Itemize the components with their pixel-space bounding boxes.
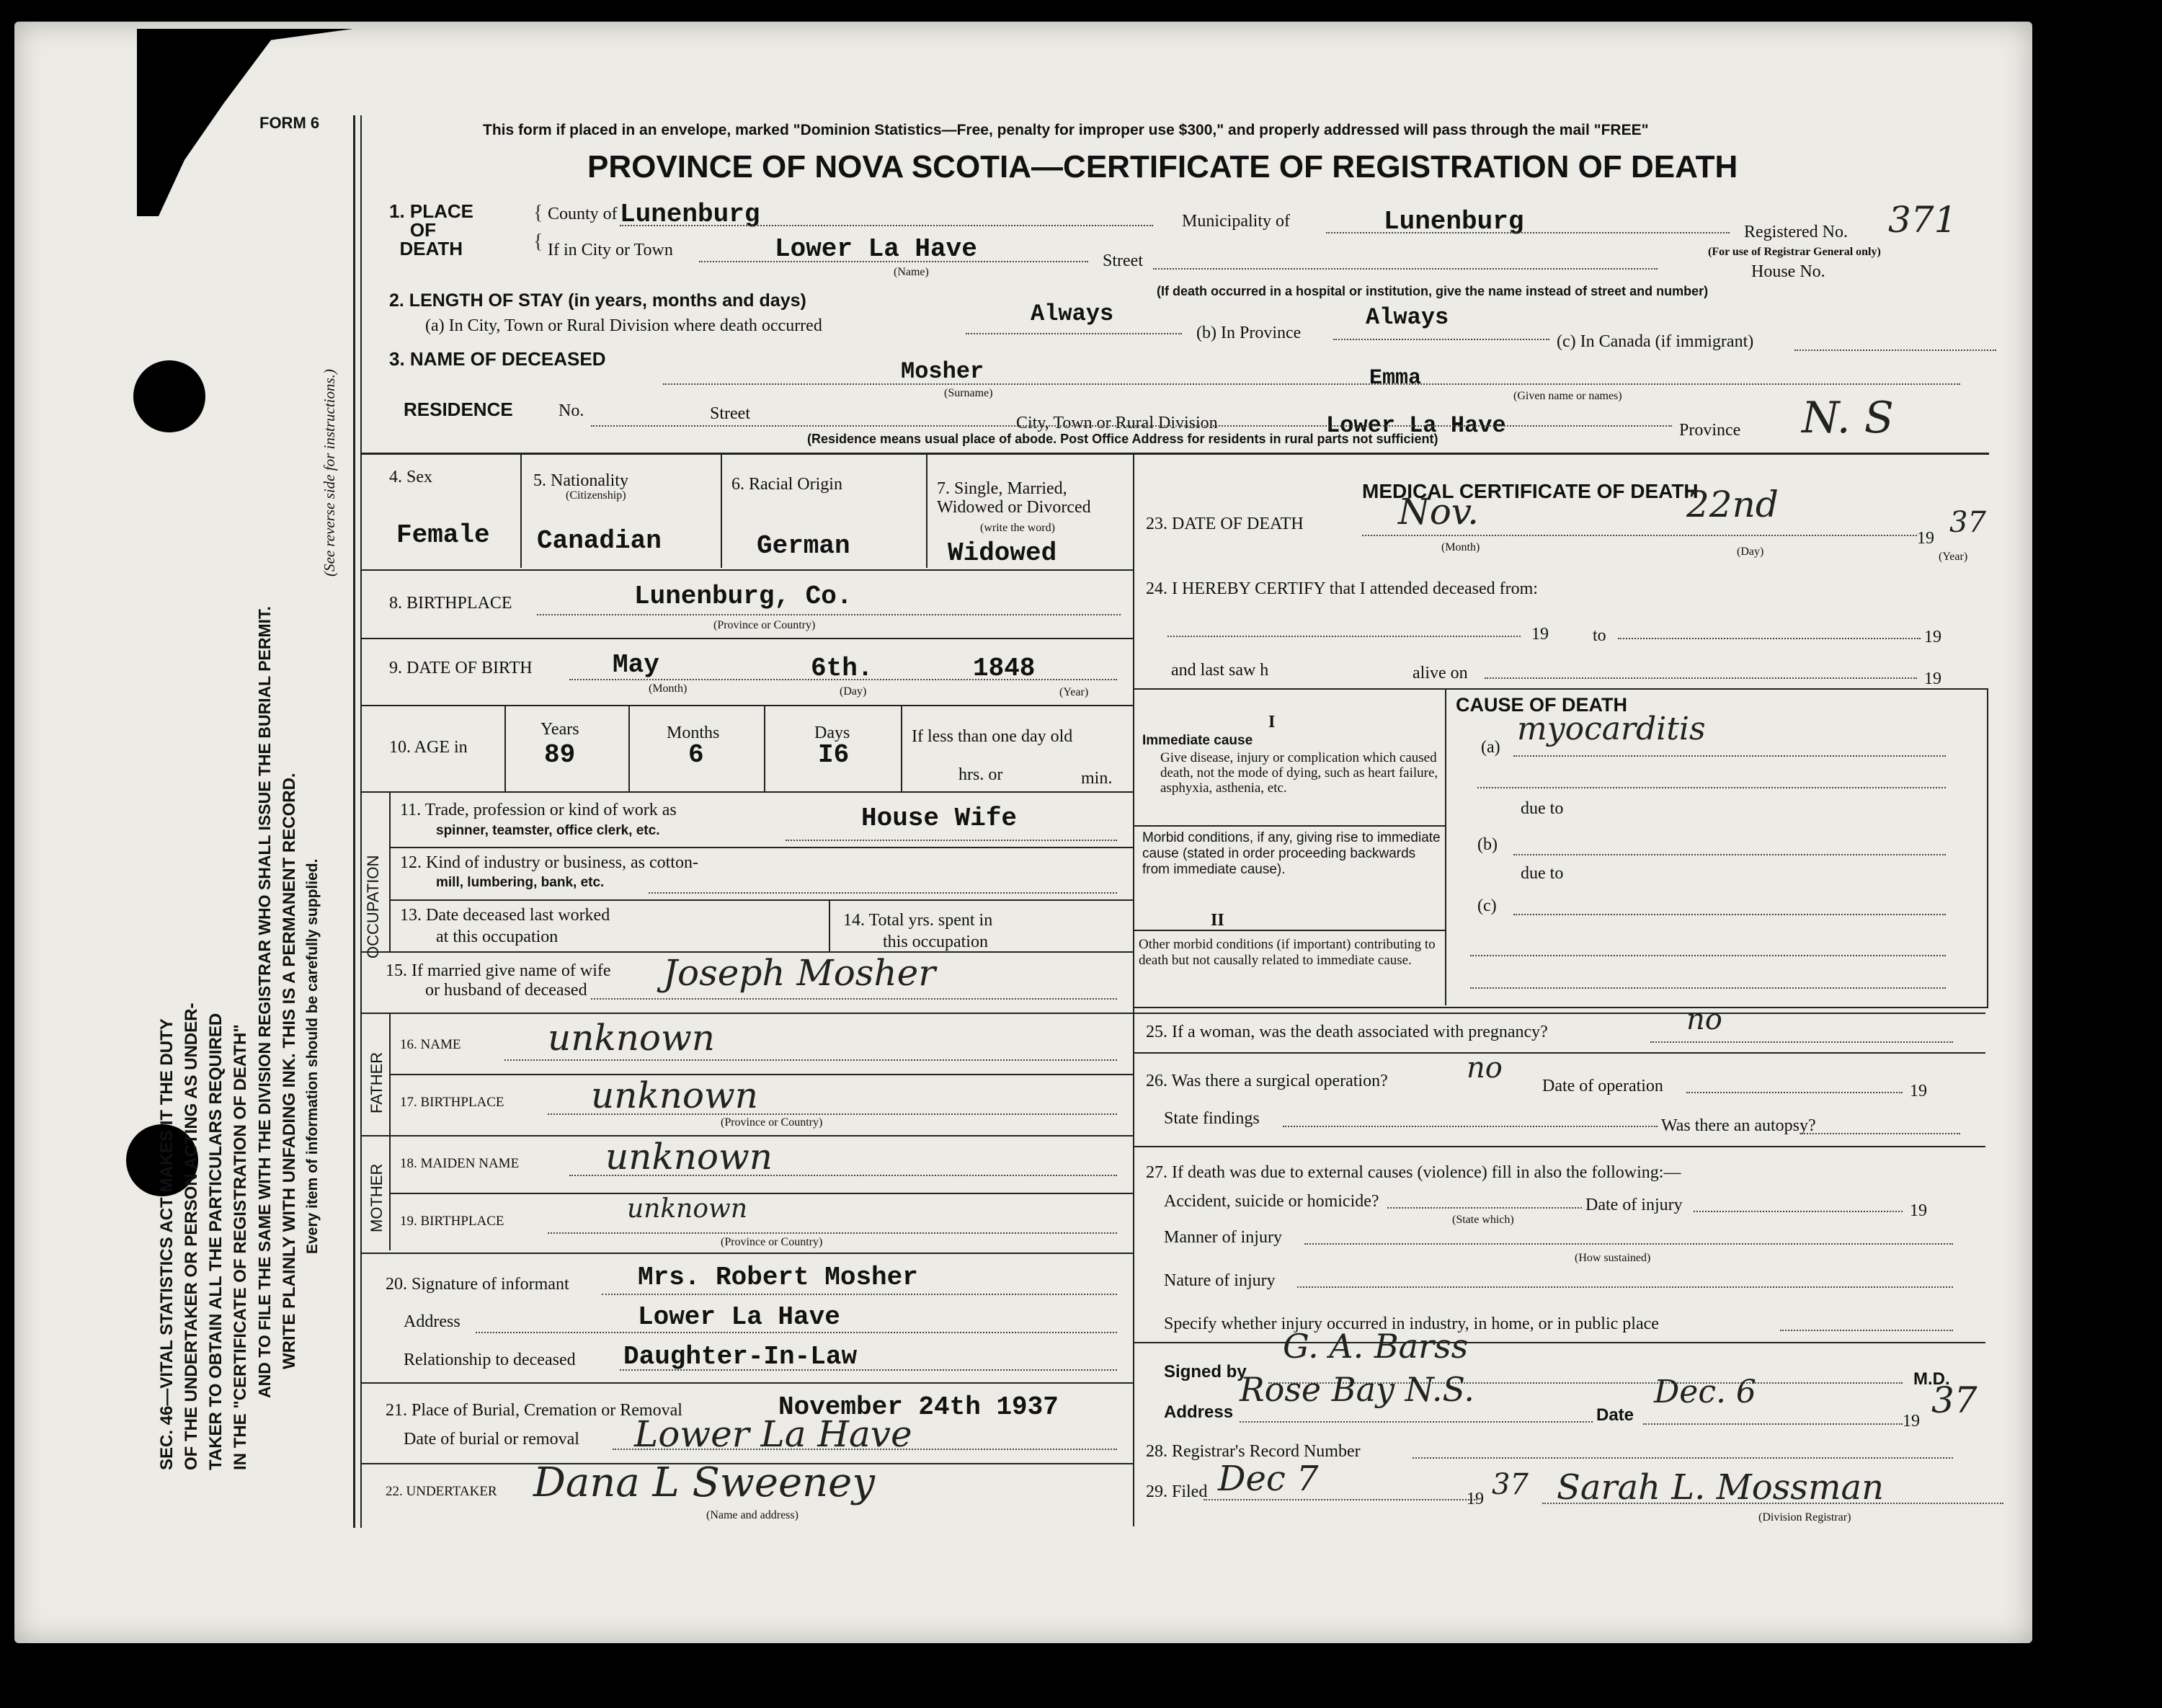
value-burial-place: November 24th 1937 [778,1392,1059,1422]
label-immediate-2: Give disease, injury or complication which caused death, not the mode of dying, such as heart failure, asphyxia, asthenia, etc. [1160,750,1438,796]
label-age: 10. AGE in [389,738,468,757]
label-filed: 29. Filed [1146,1482,1208,1501]
value-stay-a: Always [1031,301,1114,327]
value-spouse: Joseph Mosher [663,952,936,994]
label-registrar-use: (For use of Registrar General only) [1708,246,1881,258]
label-months: Months [667,724,720,742]
medical-title: MEDICAL CERTIFICATE OF DEATH [1362,480,1699,502]
value-dob-month: May [613,650,659,680]
value-registrar: Sarah L. Mossman [1557,1467,1884,1508]
label-inf-address: Address [404,1312,461,1331]
label-med-date: Date [1596,1405,1634,1425]
label-trade: 11. Trade, profession or kind of work as [400,801,677,819]
value-racial: German [757,531,850,561]
value-med-year: 37 [1931,1379,1978,1421]
label-min: min. [1081,769,1113,788]
value-province: N. S [1802,393,1894,443]
side-text-5: AND TO FILE THE SAME WITH THE DIVISION REGISTRAR WHO SHALL ISSUE THE BURIAL PERMIT. [255,606,274,1398]
label-due-to-1: due to [1521,799,1564,818]
label-informant: 20. Signature of informant [386,1275,569,1294]
side-text-2: OF THE UNDERTAKER OR PERSON ACTING AS UNDER- [182,1002,201,1470]
roman-ii: II [1211,911,1224,930]
value-filed-date: Dec 7 [1218,1459,1319,1499]
hint-div-registrar: (Division Registrar) [1758,1511,1851,1524]
label-specify: Specify whether injury occurred in industry, in home, or in public place [1164,1315,1659,1333]
value-death-year: 37 [1949,506,1986,539]
value-death-month: Nov. [1398,491,1480,533]
residence-note: (Residence means usual place of abode. Post Office Address for residents in rural parts not sufficient) [807,432,1438,446]
value-relationship: Daughter-In-Law [623,1342,858,1371]
value-sex: Female [396,520,490,550]
label-birthplace: 8. BIRTHPLACE [389,594,512,613]
label-cert-19b: 19 [1924,628,1941,646]
value-trade: House Wife [861,804,1018,833]
label-signed-by: Signed by [1164,1362,1247,1382]
label-med-19: 19 [1903,1412,1920,1431]
left-border [353,115,355,1528]
label-if-city: If in City or Town [548,241,673,259]
label-pregnancy: 25. If a woman, was the death associated with pregnancy? [1146,1023,1548,1041]
hint-write-word: (write the word) [980,522,1055,534]
label-trade-examples: spinner, teamster, office clerk, etc. [436,823,660,838]
label-stay-c: (c) In Canada (if immigrant) [1557,332,1754,351]
label-manner: Manner of injury [1164,1228,1282,1247]
value-age-months: 6 [688,740,704,770]
value-surname: Mosher [901,358,984,385]
label-father: FATHER [368,1051,386,1113]
label-years: Years [540,720,579,739]
hint-name: (Name) [894,266,929,278]
label-date-of-death: 23. DATE OF DEATH [1146,515,1304,533]
label-last-worked-2: at this occupation [436,928,559,946]
label-date-injury: Date of injury [1585,1196,1683,1214]
label-alive-on: alive on [1413,664,1468,682]
value-undertaker: Dana L Sweeney [533,1459,875,1506]
value-burial-date: Lower La Have [634,1413,912,1455]
label-alive-19: 19 [1924,670,1941,688]
value-father-name: unknown [548,1017,716,1059]
value-inf-address: Lower La Have [638,1302,840,1332]
label-accident: Accident, suicide or homicide? [1164,1192,1379,1211]
label-autopsy: Was there an autopsy? [1661,1116,1816,1135]
side-text-7: Every item of information should be carefully supplied. [304,858,321,1254]
grid-top [360,453,1989,455]
label-name-of-deceased: 3. NAME OF DECEASED [389,348,606,370]
label-place-of-death: 1. PLACE OF DEATH [389,200,474,259]
value-pregnancy: no [1686,1003,1722,1036]
label-province: Province [1679,421,1741,440]
hint-surname: (Surname) [944,387,993,399]
hint-year: (Year) [1059,686,1089,698]
label-city-rural: City, Town or Rural Division [1016,414,1218,432]
label-cause-b: (b) [1477,835,1498,854]
label-father-name: 16. NAME [400,1037,461,1052]
value-dob-year: 1848 [973,654,1036,683]
hint-father-prov: (Province or Country) [721,1116,823,1129]
side-text-6: WRITE PLAINLY WITH UNFADING INK. THIS IS A PERMANENT RECORD. [280,773,299,1369]
label-burial-date: Date of burial or removal [404,1430,579,1449]
value-med-address: Rose Bay N.S. [1240,1370,1475,1409]
label-racial: 6. Racial Origin [731,475,842,494]
value-res-city: Lower La Have [1326,412,1506,439]
hint-citizenship: (Citizenship) [566,489,626,502]
label-reg-record: 28. Registrar's Record Number [1146,1442,1361,1461]
label-total-yrs: 14. Total yrs. spent in [843,911,993,930]
label-md: M.D. [1913,1369,1950,1389]
label-nature: Nature of injury [1164,1271,1276,1290]
page-title: PROVINCE OF NOVA SCOTIA—CERTIFICATE OF REGISTRATION OF DEATH [587,149,1738,184]
label-hrs-or: hrs. or [958,765,1003,784]
label-external: 27. If death was due to external causes (violence) fill in also the following:— [1146,1163,1681,1182]
label-industry: 12. Kind of industry or business, as cotton- [400,853,698,872]
left-border-inner [360,115,362,1528]
label-cause-a: (a) [1481,738,1500,757]
label-less-day: If less than one day old [912,727,1073,746]
label-industry-examples: mill, lumbering, bank, etc. [436,875,605,890]
value-age-years: 89 [544,740,576,770]
value-stay-b: Always [1366,304,1449,331]
side-text-4: IN THE "CERTIFICATE OF REGISTRATION OF DEATH" [231,1024,250,1470]
label-spouse-2: or husband of deceased [425,981,587,1000]
label-sex: 4. Sex [389,468,432,486]
hint-given-names: (Given name or names) [1513,390,1622,402]
label-municipality: Municipality of [1182,212,1290,231]
value-filed-year: 37 [1492,1468,1529,1501]
side-text-3: TAKER TO OBTAIN ALL THE PARTICULARS REQUIRED [206,1013,226,1470]
label-cause-c: (c) [1477,897,1497,915]
label-burial: 21. Place of Burial, Cremation or Removal [386,1401,682,1420]
label-morbid: Morbid conditions, if any, giving rise to immediate cause (stated in order proceeding backwards from immediate cause). [1142,830,1441,877]
label-total-yrs-2: this occupation [883,933,988,951]
hint-name-address: (Name and address) [706,1509,798,1521]
value-death-day: 22nd [1686,484,1779,525]
value-registered-no: 371 [1888,199,1957,241]
label-mother-maiden: 18. MAIDEN NAME [400,1156,520,1171]
value-municipality: Lunenburg [1384,207,1524,236]
label-other-morbid: Other morbid conditions (if important) contributing to death but not causally related to immediate cause. [1139,937,1436,968]
value-father-birth: unknown [591,1075,759,1116]
value-signed-by: G. A. Barss [1283,1327,1469,1366]
value-surgical: no [1467,1051,1503,1085]
label-days: Days [814,724,850,742]
label-street: Street [1103,252,1143,270]
label-date-op: Date of operation [1542,1077,1663,1095]
value-med-date: Dec. 6 [1654,1374,1756,1410]
form-number: FORM 6 [259,114,320,132]
hint-death-year: (Year) [1939,551,1968,563]
roman-i: I [1268,713,1276,731]
value-county: Lunenburg [620,200,760,229]
label-nationality: 5. Nationality [533,471,628,490]
label-house-no: House No. [1751,262,1825,281]
punch-hole [133,360,205,432]
label-county: County of [548,205,618,223]
label-med-address: Address [1164,1402,1234,1422]
value-cause-a: myocarditis [1517,711,1706,747]
label-findings: State findings [1164,1109,1260,1128]
hint-death-month: (Month) [1441,541,1480,553]
hint-death-day: (Day) [1737,546,1764,558]
label-surgical: 26. Was there a surgical operation? [1146,1072,1388,1090]
value-dob-day: 6th. [811,654,873,683]
value-mother-maiden: unknown [605,1136,773,1178]
label-cert-19a: 19 [1531,625,1549,644]
label-undertaker: 22. UNDERTAKER [386,1484,497,1499]
label-op-19: 19 [1910,1082,1927,1100]
label-injury-19: 19 [1910,1201,1927,1220]
label-marital: 7. Single, Married, Widowed or Divorced [937,479,1091,517]
label-relationship: Relationship to deceased [404,1351,576,1369]
hint-state-which: (State which) [1452,1214,1514,1226]
label-father-birth: 17. BIRTHPLACE [400,1095,504,1110]
label-certify: 24. I HEREBY CERTIFY that I attended deceased from: [1146,579,1538,598]
label-spouse: 15. If married give name of wife [386,961,611,980]
value-marital: Widowed [948,538,1057,568]
value-nationality: Canadian [537,526,662,556]
mail-notice: This form if placed in an envelope, marked "Dominion Statistics—Free, penalty for improper use $300," and properly addressed will pass through the mail "FREE" [483,122,1649,138]
label-mother-birth: 19. BIRTHPLACE [400,1214,504,1229]
value-informant: Mrs. Robert Mosher [638,1263,918,1292]
hint-prov-country: (Province or Country) [713,619,816,631]
hint-day: (Day) [840,685,867,698]
label-cert-to: to [1593,626,1606,645]
label-filed-19: 19 [1467,1490,1484,1508]
hospital-note: (If death occurred in a hospital or institution, give the name instead of street and number) [1157,284,1709,298]
label-last-worked: 13. Date deceased last worked [400,906,610,925]
value-mother-birth: unknown [627,1194,748,1224]
label-length-of-stay: 2. LENGTH OF STAY (in years, months and days) [389,290,806,311]
hint-month: (Month) [649,682,688,695]
cause-title: CAUSE OF DEATH [1456,694,1628,716]
label-stay-b: (b) In Province [1196,324,1302,342]
label-death-19: 19 [1917,529,1934,548]
value-city-town: Lower La Have [775,234,977,264]
label-res-no: No. [559,401,584,420]
label-residence: RESIDENCE [404,399,513,420]
label-occupation: OCCUPATION [364,855,382,958]
label-due-to-2: due to [1521,864,1564,883]
hint-how: (How sustained) [1575,1252,1651,1264]
label-immediate: Immediate cause [1142,733,1253,748]
value-given-name: Emma [1369,366,1422,391]
label-res-street: Street [710,404,750,423]
side-text-8: (See reverse side for instructions.) [321,369,338,577]
hint-mother-prov: (Province or Country) [721,1236,823,1248]
label-last-saw: and last saw h [1171,661,1269,680]
label-stay-a: (a) In City, Town or Rural Division where death occurred [425,316,822,335]
side-text-1: SEC. 46—VITAL STATISTICS ACT MAKES IT THE DUTY [157,1018,177,1470]
label-mother: MOTHER [368,1163,386,1232]
label-dob: 9. DATE OF BIRTH [389,659,533,677]
value-birthplace: Lunenburg, Co. [634,582,853,611]
value-age-days: I6 [818,740,850,770]
label-registered-no: Registered No. [1744,223,1848,241]
